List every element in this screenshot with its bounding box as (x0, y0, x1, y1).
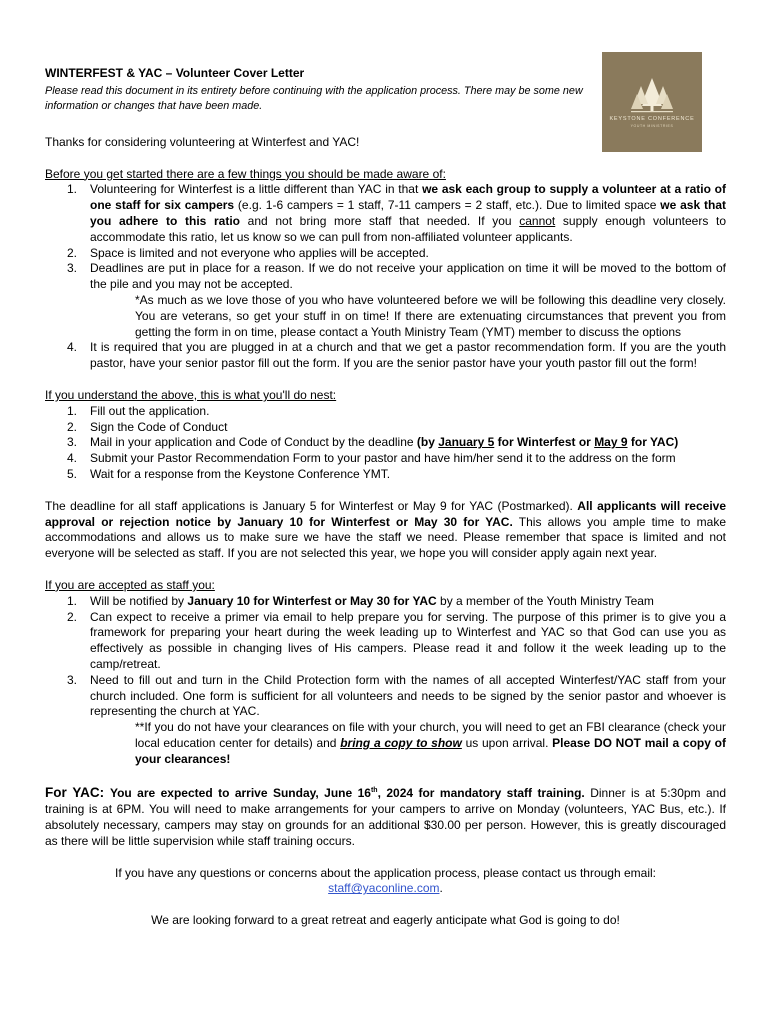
list-item: 1. Will be notified by January 10 for Winterfest or May 30 for YAC by a member of the Youth Ministry Team (67, 593, 654, 608)
list-item: 2. Space is limited and not everyone who applies will be accepted. (67, 245, 429, 260)
list-item: 3. Need to fill out and turn in the Child Protection form with the names of all accepted Winterfest/YAC staff from your church included. One form is sufficient for all volunteers and needs to be signed by the senior pastor and whoever is representing the church at YAC. (67, 672, 726, 719)
list-item: 2. Can expect to receive a primer via email to help prepare you for serving. The purpose of this primer is to give you a framework for preparing your heart during the week leading up to Winterfest and YAC so that God can use you as effectively as possible in changing lives of His campers. Please read it and follow it the week leading up to the camp/retreat. (67, 609, 726, 671)
accepted-list (45, 594, 726, 720)
list-item: 1. Volunteering for Winterfest is a little different than YAC in that we ask each group to supply a volunteer at a ratio of one staff for six campers (e.g. 1-6 campers = 1 staff, 7-11 campers = 2 staff, etc.). Due to limited space we ask that you adhere to this ratio and not bring more staff that needed. If you cannot supply enough volunteers to accommodate this ratio, let us know so we can pull from non-affiliated volunteer applicants. (67, 182, 727, 244)
deadline-paragraph: The deadline for all staff applications is January 5 for Winterfest or May 9 for YAC (Postmarked). All applicants will receive approval or rejection notice by January 10 for Winterfest or May 30 for YAC. This allows you ample time to make accommodations and allows us to make sure we have the staff we need. Please remember that space is limited and not everyone will be selected as staff. If you are not selected this year, we hope you will consider apply again next year. (45, 498, 726, 561)
intro-note: Please read this document in its entirety before continuing with the application process. There may be some new information or changes that have been made. (45, 84, 583, 113)
before-list-cont (45, 340, 726, 372)
before-heading: Before you get started there are a few things you should be made aware of: (45, 166, 446, 181)
list-item: 3. Deadlines are put in place for a reason. If we do not receive your application on time it will be moved to the bottom of the pile and you may not be accepted. (67, 261, 726, 292)
list-item: 1. Fill out the application. (67, 403, 210, 418)
deadline-note: *As much as we love those of you who have volunteered before we will be following this deadline very closely. You are veterans, so get your stuff in on time! If there are extenuating circumstances that prevent you from getting the form in on time, please contact a Youth Ministry Team (YMT) member to discuss the options (135, 292, 726, 339)
understand-heading: If you understand the above, this is what you'll do nest: (45, 387, 337, 402)
accepted-heading: If you are accepted as staff you: (45, 577, 215, 592)
yac-paragraph: For YAC: You are expected to arrive Sunday, June 16th, 2024 for mandatory staff training. Dinner is at 5:30pm and training is at 6PM. You will need to make arrangements for your campers to arrive on Monday (volunteers, YAC Bus, etc.). If absolutely necessary, campers may stay on grounds for an additional $30.00 per person. However, this is greatly discouraged as there will be little supervision while staff training occurs. (45, 785, 727, 848)
contact-line: If you have any questions or concerns about the application process, please contact us through email: (115, 865, 656, 880)
list-item: 3. Mail in your application and Code of Conduct by the deadline (by January 5 for Winterfest or May 9 for YAC) (67, 435, 679, 450)
email-line: staff@yaconline.com. (328, 881, 443, 896)
list-item: 4. It is required that you are plugged in at a church and that we get a pastor recommendation form. If you are the youth pastor, have your senior pastor fill out the form. If you are the senior pastor have your youth pastor fill out the form! (67, 340, 726, 371)
list-item: 2. Sign the Code of Conduct (67, 419, 228, 434)
document-title: WINTERFEST & YAC – Volunteer Cover Letter (45, 66, 305, 80)
steps-list (45, 404, 726, 483)
closing-line: We are looking forward to a great retreat and eagerly anticipate what God is going to do! (151, 913, 620, 928)
thanks-line: Thanks for considering volunteering at Winterfest and YAC! (45, 134, 360, 149)
logo-text: KEYSTONE CONFERENCE (609, 116, 695, 122)
letter-body (45, 66, 726, 929)
before-list (45, 182, 726, 293)
email-link[interactable]: staff@yaconline.com (328, 881, 440, 896)
clearance-note: **If you do not have your clearances on file with your church, you will need to get an FBI clearance (check your local education center for details) and bring a copy to show us upon arrival. Please DO NOT mail a copy of your clearances! (135, 720, 726, 766)
logo-subtext: YOUTH MINISTRIES (630, 124, 674, 128)
list-item: 4. Submit your Pastor Recommendation Form to your pastor and have him/her send it to the address on the form (67, 451, 676, 466)
list-item: 5. Wait for a response from the Keystone Conference YMT. (67, 466, 391, 481)
